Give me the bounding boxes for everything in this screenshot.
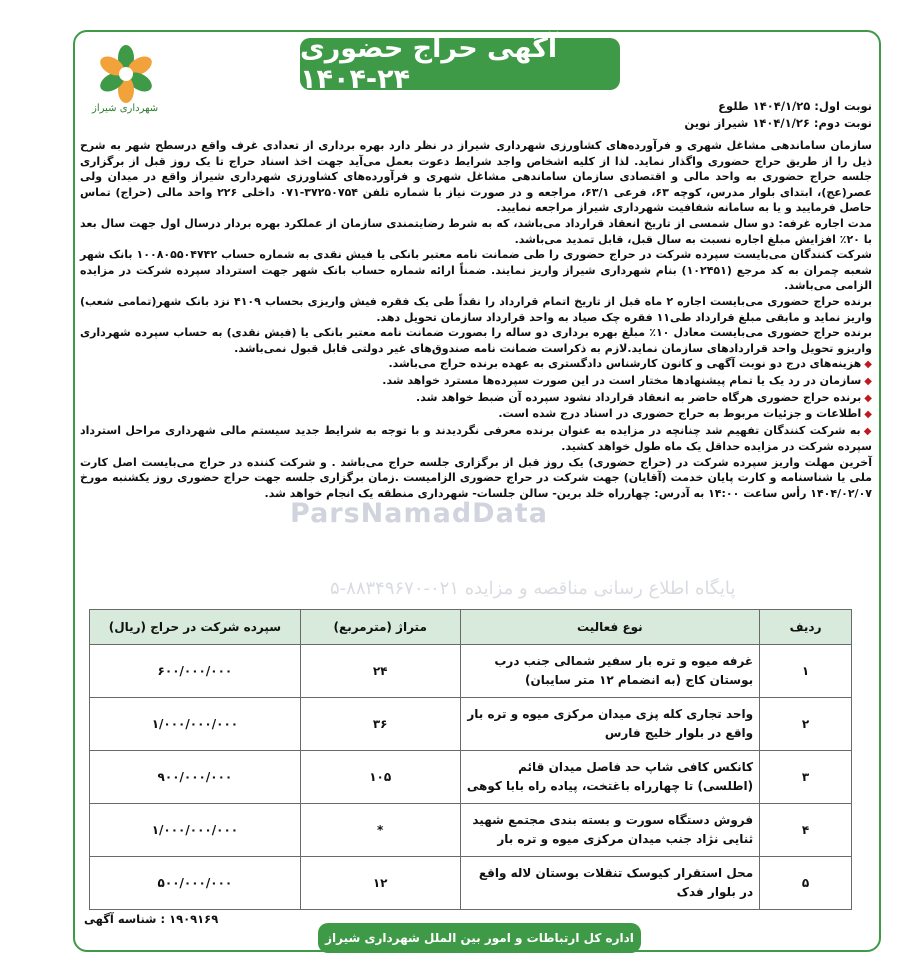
row-area: ۱۰۵ [300,751,460,804]
watermark: ParsNamadData [290,498,548,529]
table-row [90,804,852,857]
announcement-body [80,138,872,502]
row-deposit: ۵۰۰/۰۰۰/۰۰۰ [90,857,301,910]
row-number: ۱ [760,645,852,698]
row-area: ۲۴ [300,645,460,698]
row-activity: محل استقرار کیوسک تنقلات بوستان لاله واقع در بلوار فدک [460,857,760,910]
row-number: ۵ [760,857,852,910]
bullet-item: ◆برنده حراج حضوری هرگاه حاضر به انعقاد قرارداد نشود سپرده آن ضبط خواهد شد. [416,390,872,404]
row-number: ۲ [760,698,852,751]
footer-banner [318,923,641,953]
table-row [90,751,852,804]
bullet-item: ◆سازمان در رد یک یا تمام پیشنهادها مختار است در این صورت سپرده‌ها مسترد خواهد شد. [382,373,872,387]
paragraph-deposit: شرکت کنندگان می‌بایست سپرده شرکت در حراج حضوری را طی ضمانت نامه معتبر بانکی یا فیش نقدی به شماره حساب ۱۰۰۸۰۵۵۰۴۷۴۲ بانک شهر شعبه چمران به کد مرجع (۱۰۲۴۵۱) بنام شهرداری شیراز واریز نمایند. ضمناً ارائه شماره حساب بانک شهر جهت استرداد سپرده شرکت در مزایده الزامی می‌باشد. [80,248,872,293]
ad-id: ۱۹۰۹۱۶۹ : شناسه آگهی [84,912,219,926]
diamond-bullet-icon: ◆ [864,409,872,421]
row-deposit: ۱/۰۰۰/۰۰۰/۰۰۰ [90,804,301,857]
row-area: ۳۶ [300,698,460,751]
paragraph-payment: برنده حراج حضوری می‌بایست اجاره ۲ ماه قبل از تاریخ اتمام قرارداد را نقداً طی یک فقره فیش واریزی بحساب ۴۱۰۹ نزد بانک شهر(تمامی شعب) واریز نماید و مابقی مبلغ قرارداد طی۱۱ فقره چک صیاد به واحد قرارداد سازمان تحویل دهد. [80,294,872,324]
footer-text: اداره کل ارتباطات و امور بین الملل شهرداری شیراز [325,931,634,945]
header-area: متراژ (مترمربع) [300,610,460,645]
diamond-bullet-icon: ◆ [864,375,872,387]
row-activity: غرفه میوه و تره بار سفیر شمالی جنب درب بوستان کاج (به انضمام ۱۲ متر سایبان) [460,645,760,698]
row-deposit: ۶۰۰/۰۰۰/۰۰۰ [90,645,301,698]
table-row [90,645,852,698]
notice-first: نوبت اول: ۱۴۰۴/۱/۲۵ طلوع [718,99,872,113]
row-area: ۱۲ [300,857,460,910]
paragraph-lease-term: مدت اجاره غرفه: دو سال شمسی از تاریخ انعقاد قرارداد می‌باشد، که به شرط رضایتمندی سازمان از عملکرد بهره بردار درسال اول جهت سال بعد با ۲۰٪ افزایش مبلغ اجاره نسبت به سال قبل، قابل تمدید می‌باشد. [80,216,872,246]
notice-second: نوبت دوم: ۱۴۰۴/۱/۲۶ شیراز نوین [684,116,872,130]
row-activity: فروش دستگاه سورت و بسته بندی مجتمع شهید ثنایی نژاد جنب میدان مرکزی میوه و تره بار [460,804,760,857]
title-banner [300,33,620,95]
paragraph-closing: آخرین مهلت واریز سپرده شرکت در (حراج حضوری) یک روز قبل از برگزاری جلسه حراج می‌باشد . و شرکت کننده در حراج می‌بایست اصل کارت ملی یا شناسنامه و کارت پایان خدمت (آقایان) جهت شرکت در حراج حضوری الزامیست .زمان برگزاری جلسه جهت حراج حضوری روز یکشنبه مورخ ۱۴۰۴/۰۲/۰۷ رأس ساعت ۱۴:۰۰ به آدرس: چهارراه خلد برین- سالن جلسات- شهرداری منطقه یک انجام خواهد شد. [80,455,872,501]
logo-text: شهرداری شیراز [92,103,159,114]
row-deposit: ۱/۰۰۰/۰۰۰/۰۰۰ [90,698,301,751]
bullet-item: ◆به شرکت کنندگان تفهیم شد چنانچه در مزایده به عنوان برنده معرفی نگردیدند و با توجه به شرایط جدید سیستم مالی شهرداری مراحل استرداد سپرده شرکت در مزایده حداقل یک ماه طول خواهد کشید. [80,423,872,454]
header-row-number: ردیف [760,610,852,645]
row-activity: واحد تجاری کله پزی میدان مرکزی میوه و تره بار واقع در بلوار خلیج فارس [460,698,760,751]
table-row [90,857,852,910]
paragraph-intro: سازمان ساماندهی مشاغل شهری و فرآورده‌های کشاورزی شهرداری شیراز در نظر دارد بهره برداری از تعدادی غرف واقع درسطح شهر به شرح ذیل را از طریق حراج حضوری واگذار نماید. لذا از کلیه اشخاص واجد شرایط دعوت بعمل می‌آید جهت اخذ اسناد حراج تا یک روز قبل از برگزاری جلسه حراج حضوری به واحد مالی و اقتصادی سازمان ساماندهی مشاغل شهری و فرآورده‌های کشاورزی شهرداری شیراز واقع در میدان ولی عصر(عج)، ابتدای بلوار مدرس، کوچه ۶۳، فرعی ۶۳/۱، مراجعه و در صورت نیاز با شماره تلفن ۳۷۲۵۰۷۵۴-۰۷۱ داخلی ۲۲۶ واحد مالی (حراج) تماس حاصل فرمایید و یا به سامانه شفافیت شهرداری شیراز مراجعه نمایید. [80,139,873,215]
page-title: آگهی حراج حضوری ۲۴-۱۴۰۴ [300,33,558,95]
header-deposit: سپرده شرکت در حراج (ریال) [90,610,301,645]
diamond-bullet-icon: ◆ [863,425,872,437]
header-activity: نوع فعالیت [460,610,760,645]
row-deposit: ۹۰۰/۰۰۰/۰۰۰ [90,751,301,804]
bullet-item: ◆اطلاعات و جزئیات مربوط به حراج حضوری در اسناد درج شده است. [498,407,872,421]
paragraph-guarantee: برنده حراج حضوری می‌بایست معادل ۱۰٪ مبلغ بهره برداری دو ساله را بصورت ضمانت نامه معتبر بانکی یا (فیش نقدی) به حساب سپرده شهرداری واریزو تحویل واحد قراردادهای سازمان نماید.لازم به ذکراست ضمانت نامه صندوق‌های غیر دولتی قابل قبول نمی‌باشد. [80,326,873,355]
auction-items-table [89,609,852,910]
watermark-subtitle: پایگاه اطلاع رسانی مناقصه و مزایده ۰۲۱-۸۸۳۴۹۶۷۰-۵ [330,578,736,599]
diamond-bullet-icon: ◆ [864,392,872,404]
table-row [90,698,852,751]
row-activity: کانکس کافی شاپ حد فاصل میدان قائم (اطلسی) تا چهارراه باغتخت، پیاده راه بابا کوهی [460,751,760,804]
table-header-row [90,610,852,645]
row-number: ۳ [760,751,852,804]
row-area: * [300,804,460,857]
diamond-bullet-icon: ◆ [864,359,872,371]
bullet-item: ◆هزینه‌های درج دو نوبت آگهی و کانون کارشناس دادگستری به عهده برنده حراج می‌باشد. [388,357,872,371]
row-number: ۴ [760,804,852,857]
